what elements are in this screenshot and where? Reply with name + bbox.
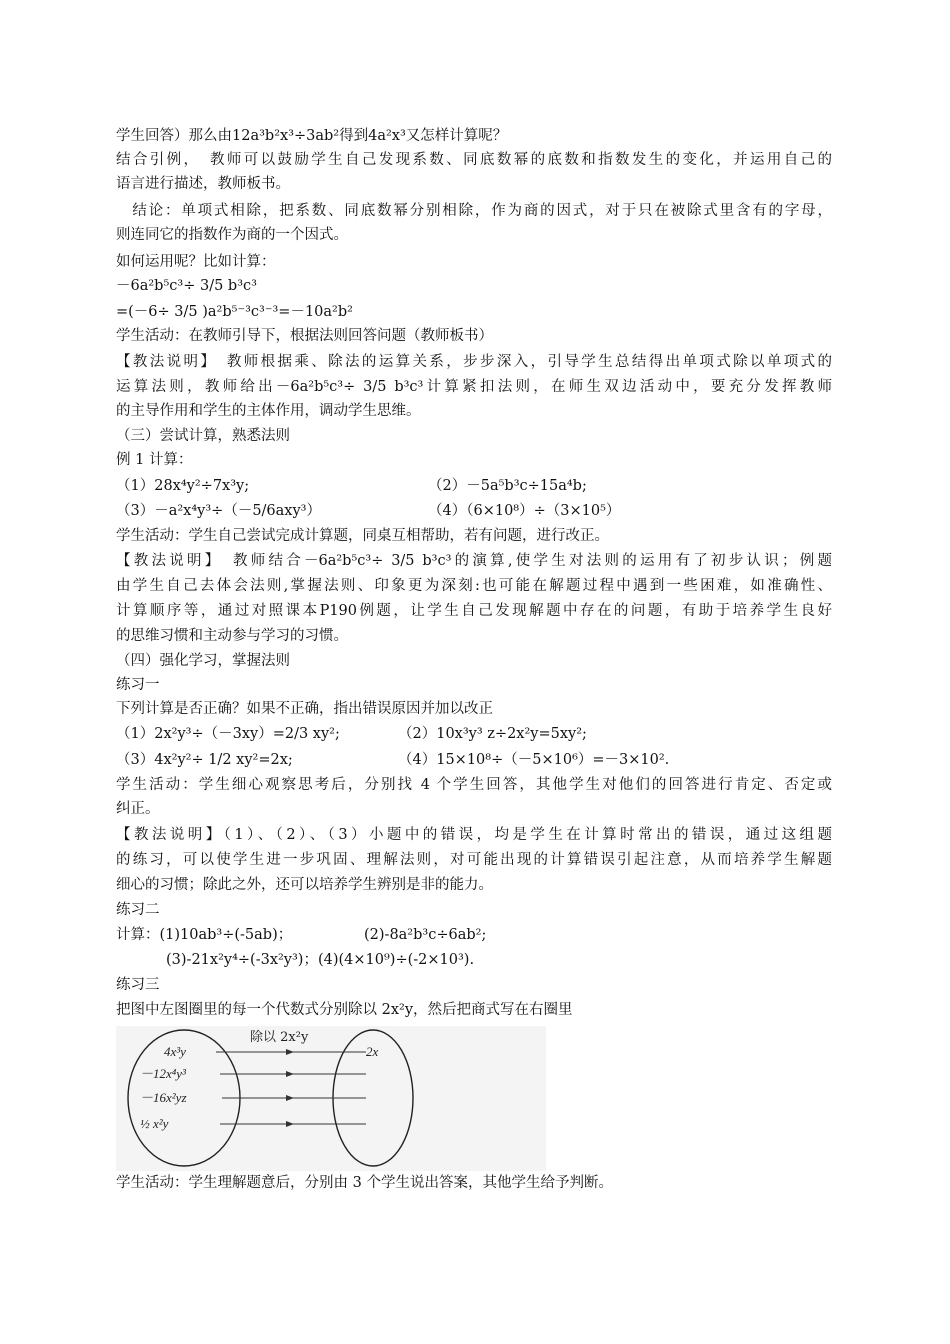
- conclusion-line: 结论：单项式相除，把系数、同底数幂分别相除，作为商的因式，对于只在被除式里含有的字母，: [116, 203, 832, 219]
- exercise-item: (3)-21x²y⁴÷(-3x²y³)；(4)(4×10⁹)÷(-2×10³).: [166, 952, 475, 968]
- exercise-item: 计算：(1)10ab³÷(-5ab)；: [116, 927, 293, 943]
- exercise-item: （3）4x²y²÷ 1/2 xy²=2x;: [116, 752, 293, 768]
- text-line: 学生活动：在教师引导下，根据法则回答问题（教师板书）: [116, 328, 493, 344]
- division-mapping-diagram: [116, 1026, 546, 1171]
- text-line: 学生活动：学生自己尝试完成计算题，同桌互相帮助，若有问题，进行改正。: [116, 528, 609, 544]
- teaching-note-line: 【教法说明】 教师根据乘、除法的运算关系，步步深入，引导学生总结得出单项式除以单项式的: [116, 354, 832, 370]
- text-line: 下列计算是否正确？如果不正确，指出错误原因并加以改正: [116, 701, 493, 717]
- section-heading: （三）尝试计算，熟悉法则: [116, 428, 290, 444]
- arrow-label: 除以 2x²y: [250, 1030, 309, 1045]
- exercise-item: （3）－a²x⁴y³÷（－5/6axy³）: [116, 503, 321, 519]
- teaching-note-line: 细心的习惯；除此之外，还可以培养学生辨别是非的能力。: [116, 877, 493, 893]
- text-line: 学生活动：学生细心观察思考后，分别找 4 个学生回答，其他学生对他们的回答进行肯定、否定或: [116, 777, 832, 793]
- formula-line: －6a²b⁵c³÷ 3/5 b³c³: [116, 278, 257, 294]
- exercise-item: （4）（6×10⁸）÷（3×10⁵）: [428, 503, 621, 519]
- text-line: 把图中左图圈里的每一个代数式分别除以 2x²y，然后把商式写在右圈里: [116, 1002, 573, 1018]
- text-line: 结合引例， 教师可以鼓励学生自己发现系数、同底数幂的底数和指数发生的变化，并运用自己的: [116, 152, 832, 168]
- teaching-note-line: 由学生自己去体会法则,掌握法则、印象更为深刻:也可能在解题过程中遇到一些困难，如准确性、: [116, 578, 832, 594]
- exercise-item: （2）10x³y³ z÷2x²y=5xy²;: [398, 726, 587, 742]
- formula-line: =(－6÷ 3/5 )a²b⁵⁻³c³⁻³=－10a²b²: [116, 304, 353, 320]
- example-heading: 例 1 计算：: [116, 452, 193, 468]
- exercise-item: （2）－5a⁵b³c÷15a⁴b;: [428, 478, 587, 494]
- text-line: 学生活动：学生理解题意后，分别由 3 个学生说出答案，其他学生给予判断。: [116, 1175, 613, 1191]
- left-item: －12x⁴y³: [140, 1066, 186, 1081]
- teaching-note-line: 【教法说明】 教师结合－6a²b⁵c³÷ 3/5 b³c³的演算,使学生对法则的运用有了初步认识；例题: [116, 553, 832, 569]
- teaching-note-line: 的练习，可以使学生进一步巩固、理解法则，对可能出现的计算错误引起注意，从而培养学生解题: [116, 852, 832, 868]
- right-item: 2x: [366, 1044, 379, 1059]
- teaching-note-line: 计算顺序等，通过对照课本P190例题，让学生自己发现解题中存在的问题，有助于培养学生良好: [116, 603, 832, 619]
- exercise-item: （4）15×10⁸÷（－5×10⁶）=－3×10².: [398, 752, 670, 768]
- exercise-item: （1）2x²y³÷（－3xy）=2/3 xy²;: [116, 726, 340, 742]
- exercise-heading: 练习二: [116, 902, 160, 918]
- text-line: 学生回答）那么由12a³b²x³÷3ab²得到4a²x³又怎样计算呢？: [116, 128, 508, 144]
- text-line: 语言进行描述，教师板书。: [116, 176, 290, 192]
- teaching-note-line: 的主导作用和学生的主体作用，调动学生思维。: [116, 403, 421, 419]
- teaching-note-line: 【教法说明】（1）、（2）、（3）小题中的错误，均是学生在计算时常出的错误，通过这组题: [116, 827, 832, 843]
- left-item: 4x³y: [164, 1044, 186, 1059]
- exercise-item: (2)-8a²b³c÷6ab²;: [364, 927, 487, 943]
- text-line: 纠正。: [116, 801, 160, 817]
- section-heading: （四）强化学习，掌握法则: [116, 653, 290, 669]
- exercise-heading: 练习一: [116, 677, 160, 693]
- exercise-item: （1）28x⁴y²÷7x³y;: [116, 478, 250, 494]
- teaching-note-line: 运算法则，教师给出－6a²b⁵c³÷ 3/5 b³c³计算紧扣法则，在师生双边活动中，要充分发挥教师: [116, 379, 832, 395]
- exercise-heading: 练习三: [116, 977, 160, 993]
- left-item: ½ x²y: [140, 1116, 169, 1131]
- conclusion-line: 则连同它的指数作为商的一个因式。: [116, 227, 348, 243]
- left-item: －16x²yz: [140, 1090, 187, 1105]
- text-line: 如何运用呢？比如计算：: [116, 254, 276, 270]
- teaching-note-line: 的思维习惯和主动参与学习的习惯。: [116, 628, 348, 644]
